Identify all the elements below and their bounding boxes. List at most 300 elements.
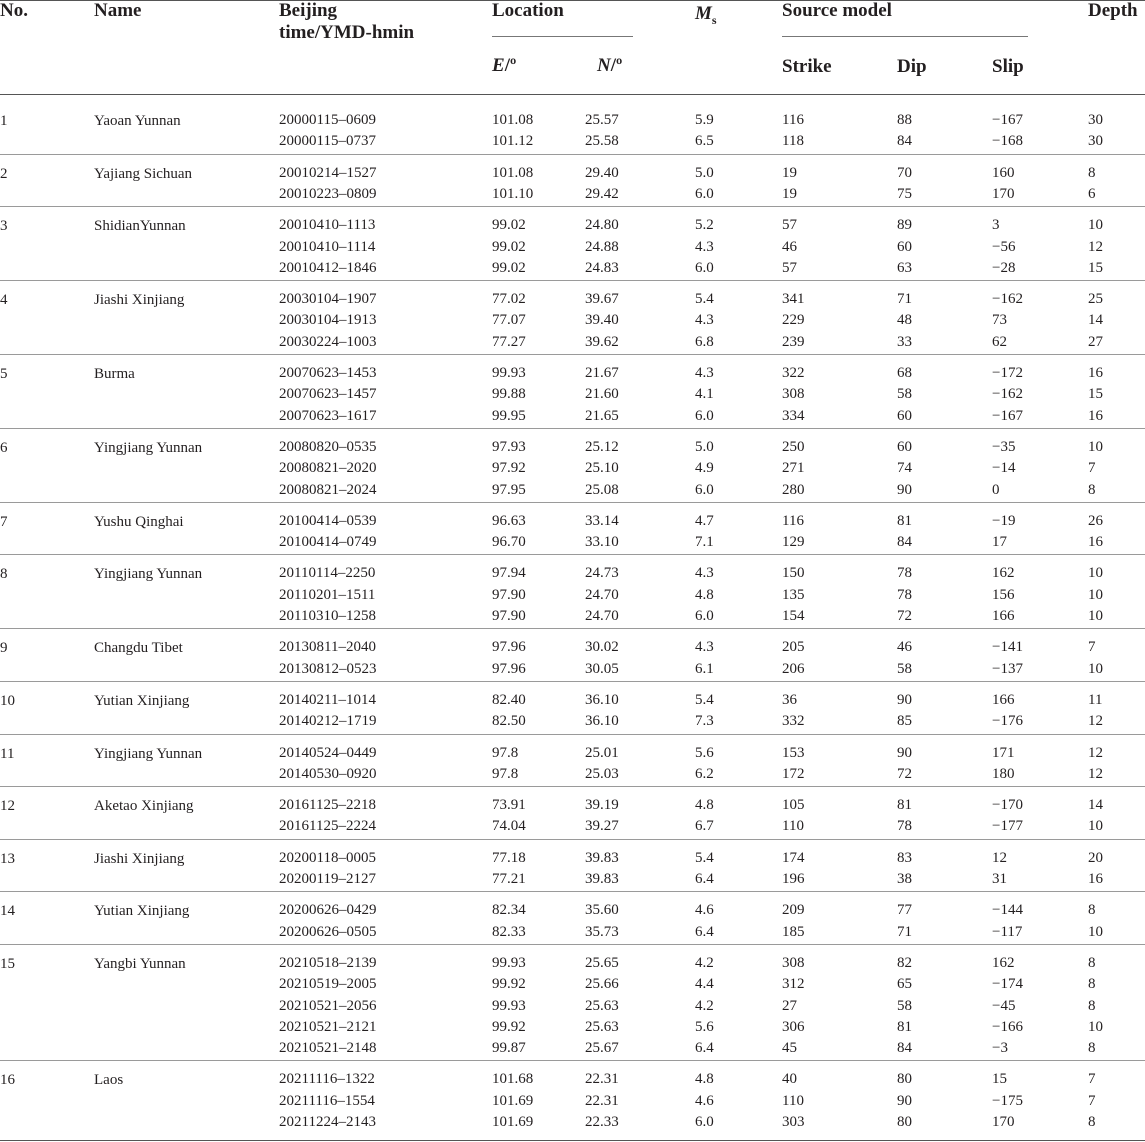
cell-slip: 180 [992,765,1015,782]
group-number: 6 [0,439,8,456]
cell-dip: 68 [897,365,912,381]
cell-ms: 6.0 [695,1114,714,1130]
cell-ms: 5.4 [695,691,714,708]
cell-slip: −19 [992,512,1016,529]
cell-ms: 6.4 [695,1040,714,1057]
cell-slip: −45 [992,997,1016,1014]
group-divider [0,554,1145,555]
cell-n: 35.60 [585,902,619,919]
header-n-unit: /º [610,55,623,76]
cell-time: 20010412–1846 [279,259,377,276]
cell-depth: 6 [1088,185,1096,202]
cell-time: 20080821–2024 [279,481,377,498]
cell-n: 22.31 [585,1092,619,1109]
cell-strike: 205 [782,639,805,656]
cell-slip: −117 [992,923,1023,940]
cell-dip: 89 [897,217,912,234]
cell-dip: 70 [897,164,912,181]
cell-depth: 10 [1088,217,1103,234]
cell-ms: 6.5 [695,133,714,150]
cell-slip: −162 [992,386,1023,403]
cell-strike: 250 [782,438,805,455]
cell-n: 24.80 [585,217,619,234]
cell-dip: 58 [897,386,912,403]
group-name: Yajiang Sichuan [94,165,193,182]
cell-time: 20110114–2250 [279,565,376,582]
group-name: Yingjiang Yunnan [94,566,203,583]
cell-n: 33.10 [585,534,619,551]
cell-depth: 16 [1088,407,1103,424]
header-dip: Dip [897,56,927,77]
cell-time: 20030104–1907 [279,291,377,308]
cell-ms: 5.6 [695,1018,714,1035]
cell-slip: 62 [992,333,1007,350]
cell-e: 74.04 [492,818,526,835]
cell-dip: 33 [897,333,912,350]
cell-e: 82.33 [492,923,526,940]
cell-slip: 15 [992,1071,1007,1088]
cell-dip: 90 [897,1092,912,1109]
cell-time: 20210521–2056 [279,997,377,1014]
cell-slip: −168 [992,133,1023,150]
cell-depth: 10 [1088,586,1103,603]
cell-ms: 4.4 [695,976,714,993]
cell-dip: 80 [897,1071,912,1088]
cell-dip: 90 [897,744,912,761]
cell-n: 25.58 [585,133,619,150]
cell-ms: 4.2 [695,954,714,971]
cell-ms: 6.0 [695,481,714,498]
header-ms-main: M [695,3,712,24]
cell-slip: 0 [992,481,1000,498]
group-number: 16 [0,1072,15,1089]
cell-slip: −141 [992,639,1023,656]
group-name: Laos [94,1072,124,1089]
cell-depth: 8 [1088,481,1096,498]
cell-ms: 5.6 [695,744,714,761]
cell-dip: 74 [897,460,912,477]
cell-depth: 12 [1088,744,1103,761]
cell-depth: 7 [1088,1071,1096,1088]
cell-time: 20030104–1913 [279,312,377,329]
cell-n: 29.40 [585,164,619,181]
cell-e: 101.08 [492,164,534,181]
cell-time: 20210521–2148 [279,1040,377,1057]
cell-n: 25.63 [585,997,619,1014]
cell-ms: 6.4 [695,871,714,887]
group-name: Yingjiang Yunnan [94,439,203,456]
cell-strike: 239 [782,333,805,350]
cell-time: 20211116–1554 [279,1092,375,1109]
group-number: 14 [0,903,15,920]
cell-slip: 166 [992,608,1015,624]
cell-time: 20100414–0539 [279,512,377,529]
cell-strike: 19 [782,164,797,181]
cell-dip: 81 [897,512,912,529]
cell-n: 25.03 [585,765,619,782]
cell-n: 25.65 [585,954,619,971]
cell-time: 20140530–0920 [279,765,377,782]
cell-e: 97.8 [492,765,519,782]
cell-e: 101.10 [492,185,534,202]
group-divider [0,206,1145,207]
cell-depth: 12 [1088,238,1103,255]
cell-e: 99.02 [492,259,526,276]
source-model-span-rule [782,36,1028,37]
table-top-rule [0,0,1145,1]
cell-time: 20070623–1457 [279,386,377,403]
cell-n: 39.19 [585,797,619,814]
cell-strike: 110 [782,1092,804,1109]
cell-depth: 8 [1088,902,1096,919]
cell-dip: 77 [897,902,912,919]
cell-time: 20200119–2127 [279,871,376,887]
cell-depth: 8 [1088,164,1096,181]
cell-n: 39.62 [585,333,619,350]
cell-time: 20000115–0609 [279,112,376,128]
cell-time: 20130812–0523 [279,660,377,677]
cell-slip: −167 [992,407,1023,424]
cell-depth: 14 [1088,797,1103,814]
cell-strike: 153 [782,744,805,761]
cell-time: 20010223–0809 [279,185,377,202]
cell-dip: 80 [897,1114,912,1130]
cell-e: 99.95 [492,407,526,424]
cell-depth: 10 [1088,818,1103,835]
header-slip: Slip [992,56,1024,77]
cell-ms: 5.2 [695,217,714,234]
group-number: 7 [0,513,8,530]
cell-depth: 8 [1088,1040,1096,1057]
cell-e: 73.91 [492,797,526,814]
cell-slip: −167 [992,112,1023,128]
cell-e: 97.90 [492,608,526,624]
cell-strike: 19 [782,185,797,202]
cell-slip: −166 [992,1018,1023,1035]
cell-dip: 84 [897,133,912,150]
cell-dip: 63 [897,259,912,276]
cell-strike: 341 [782,291,805,308]
cell-e: 101.69 [492,1114,534,1130]
cell-n: 25.66 [585,976,619,993]
cell-n: 29.42 [585,185,619,202]
group-number: 8 [0,566,8,583]
cell-ms: 5.0 [695,164,714,181]
cell-time: 20161125–2224 [279,818,376,835]
cell-ms: 4.8 [695,1071,714,1088]
group-divider [0,786,1145,787]
cell-e: 96.70 [492,534,526,551]
cell-time: 20080820–0535 [279,438,377,455]
header-source-model: Source model [782,0,892,21]
cell-n: 22.33 [585,1114,619,1130]
cell-e: 99.02 [492,238,526,255]
cell-depth: 10 [1088,608,1103,624]
cell-e: 82.34 [492,902,526,919]
cell-slip: 12 [992,849,1007,866]
cell-n: 33.14 [585,512,619,529]
cell-e: 99.93 [492,997,526,1014]
cell-n: 39.40 [585,312,619,329]
cell-e: 101.68 [492,1071,534,1088]
cell-ms: 4.8 [695,586,714,603]
cell-dip: 81 [897,797,912,814]
group-number: 1 [0,113,8,129]
cell-n: 24.83 [585,259,619,276]
cell-slip: 162 [992,954,1015,971]
cell-e: 97.96 [492,639,526,656]
header-no: No. [0,0,28,21]
cell-depth: 12 [1088,765,1103,782]
cell-strike: 27 [782,997,797,1014]
cell-ms: 5.9 [695,112,714,128]
cell-depth: 12 [1088,713,1103,730]
cell-slip: −35 [992,438,1016,455]
cell-dip: 60 [897,407,912,424]
cell-slip: 166 [992,691,1015,708]
group-number: 5 [0,366,8,382]
cell-strike: 306 [782,1018,805,1035]
cell-e: 99.88 [492,386,526,403]
cell-slip: 171 [992,744,1015,761]
cell-strike: 312 [782,976,805,993]
cell-strike: 118 [782,133,804,150]
cell-n: 39.67 [585,291,619,308]
cell-dip: 71 [897,291,912,308]
cell-slip: −170 [992,797,1023,814]
header-depth: Depth [1088,0,1138,21]
cell-time: 20010214–1527 [279,164,377,181]
cell-dip: 83 [897,849,912,866]
group-name: Yushu Qinghai [94,513,184,530]
cell-e: 82.50 [492,713,526,730]
cell-strike: 308 [782,386,805,403]
cell-dip: 58 [897,997,912,1014]
cell-ms: 4.3 [695,365,714,381]
cell-dip: 60 [897,238,912,255]
cell-depth: 10 [1088,565,1103,582]
cell-e: 97.96 [492,660,526,677]
cell-time: 20161125–2218 [279,797,376,814]
cell-n: 24.70 [585,608,619,624]
cell-n: 21.65 [585,407,619,424]
cell-dip: 90 [897,691,912,708]
cell-time: 20070623–1453 [279,365,377,381]
cell-ms: 4.9 [695,460,714,477]
cell-slip: 170 [992,1114,1015,1130]
cell-strike: 154 [782,608,805,624]
cell-e: 99.92 [492,976,526,993]
cell-ms: 4.3 [695,639,714,656]
group-number: 11 [0,745,15,762]
cell-slip: −3 [992,1040,1008,1057]
cell-n: 25.67 [585,1040,619,1057]
cell-ms: 6.4 [695,923,714,940]
header-n [597,55,622,77]
cell-strike: 116 [782,512,804,529]
group-divider [0,839,1145,840]
cell-ms: 7.3 [695,713,714,730]
cell-depth: 16 [1088,365,1103,381]
group-divider [0,354,1145,355]
header-ms [695,3,717,26]
group-name: ShidianYunnan [94,218,186,235]
cell-depth: 10 [1088,438,1103,455]
group-name: Aketao Xinjiang [94,798,194,815]
cell-dip: 72 [897,765,912,782]
cell-strike: 45 [782,1040,797,1057]
cell-n: 39.83 [585,871,619,887]
cell-n: 24.73 [585,565,619,582]
cell-ms: 5.0 [695,438,714,455]
cell-depth: 27 [1088,333,1103,350]
cell-time: 20130811–2040 [279,639,376,656]
cell-n: 25.08 [585,481,619,498]
cell-n: 36.10 [585,713,619,730]
table-bottom-rule [0,1140,1145,1141]
cell-slip: 73 [992,312,1007,329]
header-e-symbol: E [492,55,505,76]
cell-slip: −174 [992,976,1023,993]
cell-ms: 7.1 [695,534,714,551]
cell-n: 36.10 [585,691,619,708]
cell-e: 82.40 [492,691,526,708]
cell-time: 20100414–0749 [279,534,377,551]
cell-depth: 8 [1088,1114,1096,1130]
cell-dip: 84 [897,534,912,551]
cell-e: 97.90 [492,586,526,603]
cell-time: 20010410–1113 [279,217,376,234]
cell-time: 20080821–2020 [279,460,377,477]
cell-ms: 4.3 [695,565,714,582]
cell-time: 20210519–2005 [279,976,377,993]
cell-depth: 10 [1088,1018,1103,1035]
group-number: 2 [0,165,8,182]
cell-strike: 271 [782,460,805,477]
cell-strike: 334 [782,407,805,424]
cell-dip: 90 [897,481,912,498]
cell-strike: 209 [782,902,805,919]
cell-ms: 6.0 [695,185,714,202]
cell-dip: 72 [897,608,912,624]
cell-e: 97.93 [492,438,526,455]
cell-time: 20140212–1719 [279,713,377,730]
cell-slip: −177 [992,818,1023,835]
group-number: 3 [0,218,8,235]
group-divider [0,1060,1145,1061]
cell-dip: 46 [897,639,912,656]
cell-time: 20030224–1003 [279,333,377,350]
group-number: 13 [0,850,15,867]
cell-strike: 308 [782,954,805,971]
cell-n: 21.60 [585,386,619,403]
cell-strike: 322 [782,365,805,381]
group-name: Burma [94,366,135,382]
group-name: Yutian Xinjiang [94,692,190,709]
cell-dip: 60 [897,438,912,455]
cell-strike: 135 [782,586,805,603]
group-name: Changdu Tibet [94,640,183,657]
group-name: Yaoan Yunnan [94,113,181,129]
cell-time: 20110201–1511 [279,586,376,603]
cell-strike: 150 [782,565,805,582]
cell-time: 20110310–1258 [279,608,376,624]
cell-slip: 31 [992,871,1007,887]
cell-n: 39.83 [585,849,619,866]
cell-depth: 16 [1088,871,1103,887]
cell-time: 20070623–1617 [279,407,377,424]
cell-e: 77.18 [492,849,526,866]
group-number: 9 [0,640,8,657]
group-name: Jiashi Xinjiang [94,850,185,867]
cell-dip: 82 [897,954,912,971]
cell-ms: 4.1 [695,386,714,403]
cell-e: 97.8 [492,744,519,761]
cell-slip: −144 [992,902,1023,919]
cell-n: 21.67 [585,365,619,381]
cell-slip: 17 [992,534,1007,551]
cell-strike: 172 [782,765,805,782]
cell-e: 101.69 [492,1092,534,1109]
cell-time: 20140211–1014 [279,691,376,708]
cell-dip: 78 [897,565,912,582]
header-location: Location [492,0,564,21]
cell-strike: 332 [782,713,805,730]
header-n-symbol: N [597,55,611,76]
cell-n: 24.70 [585,586,619,603]
cell-time: 20010410–1114 [279,238,376,255]
cell-slip: −172 [992,365,1023,381]
group-number: 10 [0,692,15,709]
cell-depth: 25 [1088,291,1103,308]
cell-depth: 8 [1088,997,1096,1014]
location-span-rule [492,36,633,37]
cell-strike: 57 [782,259,797,276]
cell-e: 77.21 [492,871,526,887]
cell-ms: 6.7 [695,818,714,835]
group-divider [0,681,1145,682]
cell-e: 77.02 [492,291,526,308]
group-divider [0,428,1145,429]
cell-n: 35.73 [585,923,619,940]
cell-time: 20200118–0005 [279,849,376,866]
group-divider [0,734,1145,735]
cell-slip: 162 [992,565,1015,582]
cell-dip: 78 [897,586,912,603]
cell-dip: 48 [897,312,912,329]
cell-e: 99.93 [492,954,526,971]
cell-slip: −175 [992,1092,1023,1109]
cell-dip: 58 [897,660,912,677]
cell-depth: 8 [1088,976,1096,993]
cell-strike: 303 [782,1114,805,1130]
cell-ms: 5.4 [695,291,714,308]
cell-ms: 4.3 [695,238,714,255]
cell-slip: −28 [992,259,1016,276]
group-divider [0,154,1145,155]
group-number: 12 [0,798,15,815]
cell-strike: 36 [782,691,797,708]
cell-strike: 280 [782,481,805,498]
cell-time: 20140524–0449 [279,744,377,761]
cell-strike: 229 [782,312,805,329]
cell-depth: 26 [1088,512,1103,529]
cell-depth: 8 [1088,954,1096,971]
cell-depth: 7 [1088,639,1096,656]
cell-e: 96.63 [492,512,526,529]
cell-depth: 10 [1088,923,1103,940]
cell-time: 20210521–2121 [279,1018,377,1035]
